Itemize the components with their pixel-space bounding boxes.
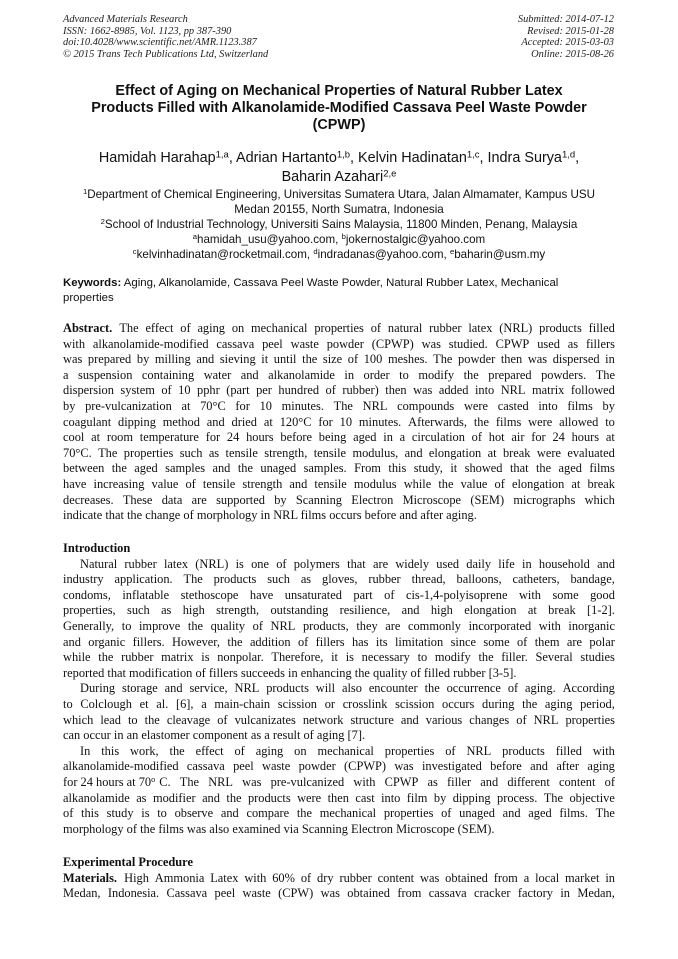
affil-mark: 2 [100,217,105,227]
abstract-line: dispersion system of 10 pphr (part per hundred of rubber) then was added into NRL matrix followed [63,383,615,398]
abstract-line: cool at room temperature for 24 hours before being aged in a circulation of hot air for 24 hours at [63,430,615,445]
keywords-line: properties [63,292,114,304]
abstract-line: have increasing value of tensile strength and tensile modulus while the value of elongation at break [63,476,615,491]
keywords-text: Aging, Alkanolamide, Cassava Peel Waste Powder, Natural Rubber Latex, Mechanical [123,277,559,289]
email-mark: b [341,232,346,242]
date-accepted: Accepted: 2015-03-03 [521,37,614,48]
paper-title [40,83,638,134]
date-online: Online: 2015-08-26 [531,48,614,60]
body-line: which lead to the cleavage of vulcanizates network structure and various changes of NRL properties [63,712,615,727]
abstract-line: with alkanolamide-modified cassava peel waste powder (CPWP) was studied. CPWP used as fillers [63,336,615,351]
journal-doi: doi:10.4028/www.scientific.net/AMR.1123.387 [63,37,257,48]
abstract-line: indicate that the change of morphology in NRL films occurs before and after aging. [63,508,477,523]
body-line: industry application. The products such as gloves, rubber thread, balloons, catheters, bandage, [63,572,615,587]
keywords [63,276,615,306]
author-list [40,149,638,187]
affiliation-line: Medan 20155, North Sumatra, Indonesia [234,203,444,216]
date-revised: Revised: 2015-01-28 [527,25,614,37]
email-mark: e [449,247,455,257]
author-affil-mark: 2,e [383,168,397,180]
author-affil-mark: 1,a [215,149,229,161]
author-line [40,168,638,187]
body-text: for 24 hours at 70 [63,774,152,789]
materials-label: Materials. [63,870,118,885]
body-line: In this work, the effect of aging on mechanical properties of NRL products filled with [80,743,615,758]
author-affil-mark: 1,c [466,149,480,161]
email-link[interactable]: jokernostalgic@yahoo.com [345,233,486,246]
email-link[interactable]: kelvinhadinatan@rocketmail.com, [136,248,311,261]
body-line: can occur in an elastomer component as a result of aging [7]. [63,728,366,743]
abstract-line: between the aged samples and the unaged samples. From this study, it showed that the aged films [63,461,615,476]
body-line: morphology of the films was also examined via Scanning Electron Microscope (SEM). [63,821,495,836]
author-name: Adrian Hartanto [236,150,337,166]
body-line: of this study is to observe and compare the mechanical properties of unaged and aged films. The [63,806,615,821]
body-line: condoms, inflatable stethoscope have unsaturated part of cis-1,4-polyisoprene with some good [63,587,615,602]
abstract-label: Abstract. [63,321,113,335]
author-name: Hamidah Harahap [98,150,216,166]
email-mark: c [132,247,137,257]
body-line: reported that modification of fillers succeeds in enhancing the quality of filled rubber [3-5]. [63,665,517,680]
author-name: Kelvin Hadinatan [358,150,467,166]
body-line: properties, such as high strength, outstanding resilience, and high elongation at break [1-2]. [63,603,615,618]
body-line [63,871,615,887]
author-name: Baharin Azahari [281,169,384,185]
body-line: to Colclough et al. [6], a main-chain scission or crosslink scission occurs during the aging period, [63,696,615,711]
keywords-line [63,276,615,291]
degree-mark: o [151,774,156,784]
email-link[interactable]: hamidah_usu@yahoo.com, [197,233,339,246]
body-line: while the rubber matrix is nonpolar. Therefore, it is necessary to modify the filler. Several studies [63,650,615,665]
abstract-line: by pre-vulcanization at 70°C for 10 minutes. The NRL compounds were casted into films by [63,398,615,413]
affil-mark: 1 [82,187,88,197]
section-heading: Experimental Procedure [63,855,193,869]
abstract [63,321,615,524]
abstract-line: a suspension containing water and alkanolamide in order to modify the prepared powders. The [63,367,615,382]
abstract-line: coagulant dipping method and dried at 120°C for 10 minutes. Afterwards, the films were allowed to [63,414,615,429]
abstract-line [63,321,615,337]
abstract-text: The effect of aging on mechanical properties of natural rubber latex (NRL) products filled [119,321,615,335]
email-mark: d [313,247,318,257]
abstract-line: decreases. These data are supported by Scanning Electron Microscope (SEM) micrographs which [63,492,615,507]
journal-header-left [63,14,268,60]
body-line: alkanolamide as modifier and the products were then cast into film by dipping process. The objective [63,790,615,805]
keywords-label: Keywords: [63,277,122,289]
body-line: Natural rubber latex (NRL) is one of polymers that are widely used daily life in household and [80,556,615,571]
abstract-line: was prepared by milling and sieving it until the size of 100 meshes. The powder then was dispersed in [63,352,615,367]
date-submitted: Submitted: 2014-07-12 [517,14,614,25]
body-line [63,775,615,791]
introduction-section [63,541,615,837]
journal-name: Advanced Materials Research [63,14,188,25]
author-affil-mark: 1,b [336,149,351,161]
body-line: Medan, Indonesia. Cassava peel waste (CPW) was obtained from cassava cracker factory in Medan, [63,886,615,901]
experimental-section [63,855,615,902]
journal-copyright: © 2015 Trans Tech Publications Ltd, Switzerland [63,48,269,60]
affiliations [40,187,638,262]
affiliation-text: Department of Chemical Engineering, Universitas Sumatera Utara, Jalan Almamater, Kampus USU [87,188,596,201]
title-line: Products Filled with Alkanolamide-Modified Cassava Peel Waste Powder [91,100,587,116]
email-line [40,247,638,262]
journal-header-right [518,14,614,60]
title-line: Effect of Aging on Mechanical Properties of Natural Rubber Latex [115,83,563,99]
email-line [40,232,638,247]
abstract-line: 70°C. The properties such as tensile strength, tensile modulus, and elongation at break were evaluated [63,445,615,460]
title-line: (CPWP) [312,117,366,133]
body-line: Generally, to improve the quality of NRL products, they are commonly incorporated with inorganic [63,618,615,633]
body-line: and organic fillers. However, the addition of fillers has its limitation since some of them are polar [63,634,615,649]
email-mark: a [192,232,198,242]
body-text: High Ammonia Latex with 60% of dry rubber content was obtained from a local market in [124,870,615,885]
body-text: C. The NRL was pre-vulcanized with CPWP as filler and different content of [159,774,615,789]
body-line: During storage and service, NRL products will also encounter the occurrence of aging. According [80,681,615,696]
email-link[interactable]: baharin@usm.my [454,248,546,261]
affiliation-line [40,187,638,202]
affiliation-line [40,217,638,232]
author-line: Hamidah Harahap$^{1,a}$, Adrian Hartanto$^{1,b}$, Kelvin Hadinatan$^{1,c}$, Indra Surya$^{1,d}$, [98,149,580,166]
author-affil-mark: 1,d [561,149,576,161]
author-name: Indra Surya [487,150,562,166]
email-link[interactable]: indradanas@yahoo.com, [317,248,447,261]
affiliation-text: School of Industrial Technology, Universiti Sains Malaysia, 11800 Minden, Penang, Malaysia [104,218,578,231]
body-line: alkanolamide-modified cassava peel waste powder (CPWP) was investigated before and after aging [63,759,615,774]
section-heading: Introduction [63,541,131,555]
journal-issn: ISSN: 1662-8985, Vol. 1123, pp 387-390 [63,25,232,37]
